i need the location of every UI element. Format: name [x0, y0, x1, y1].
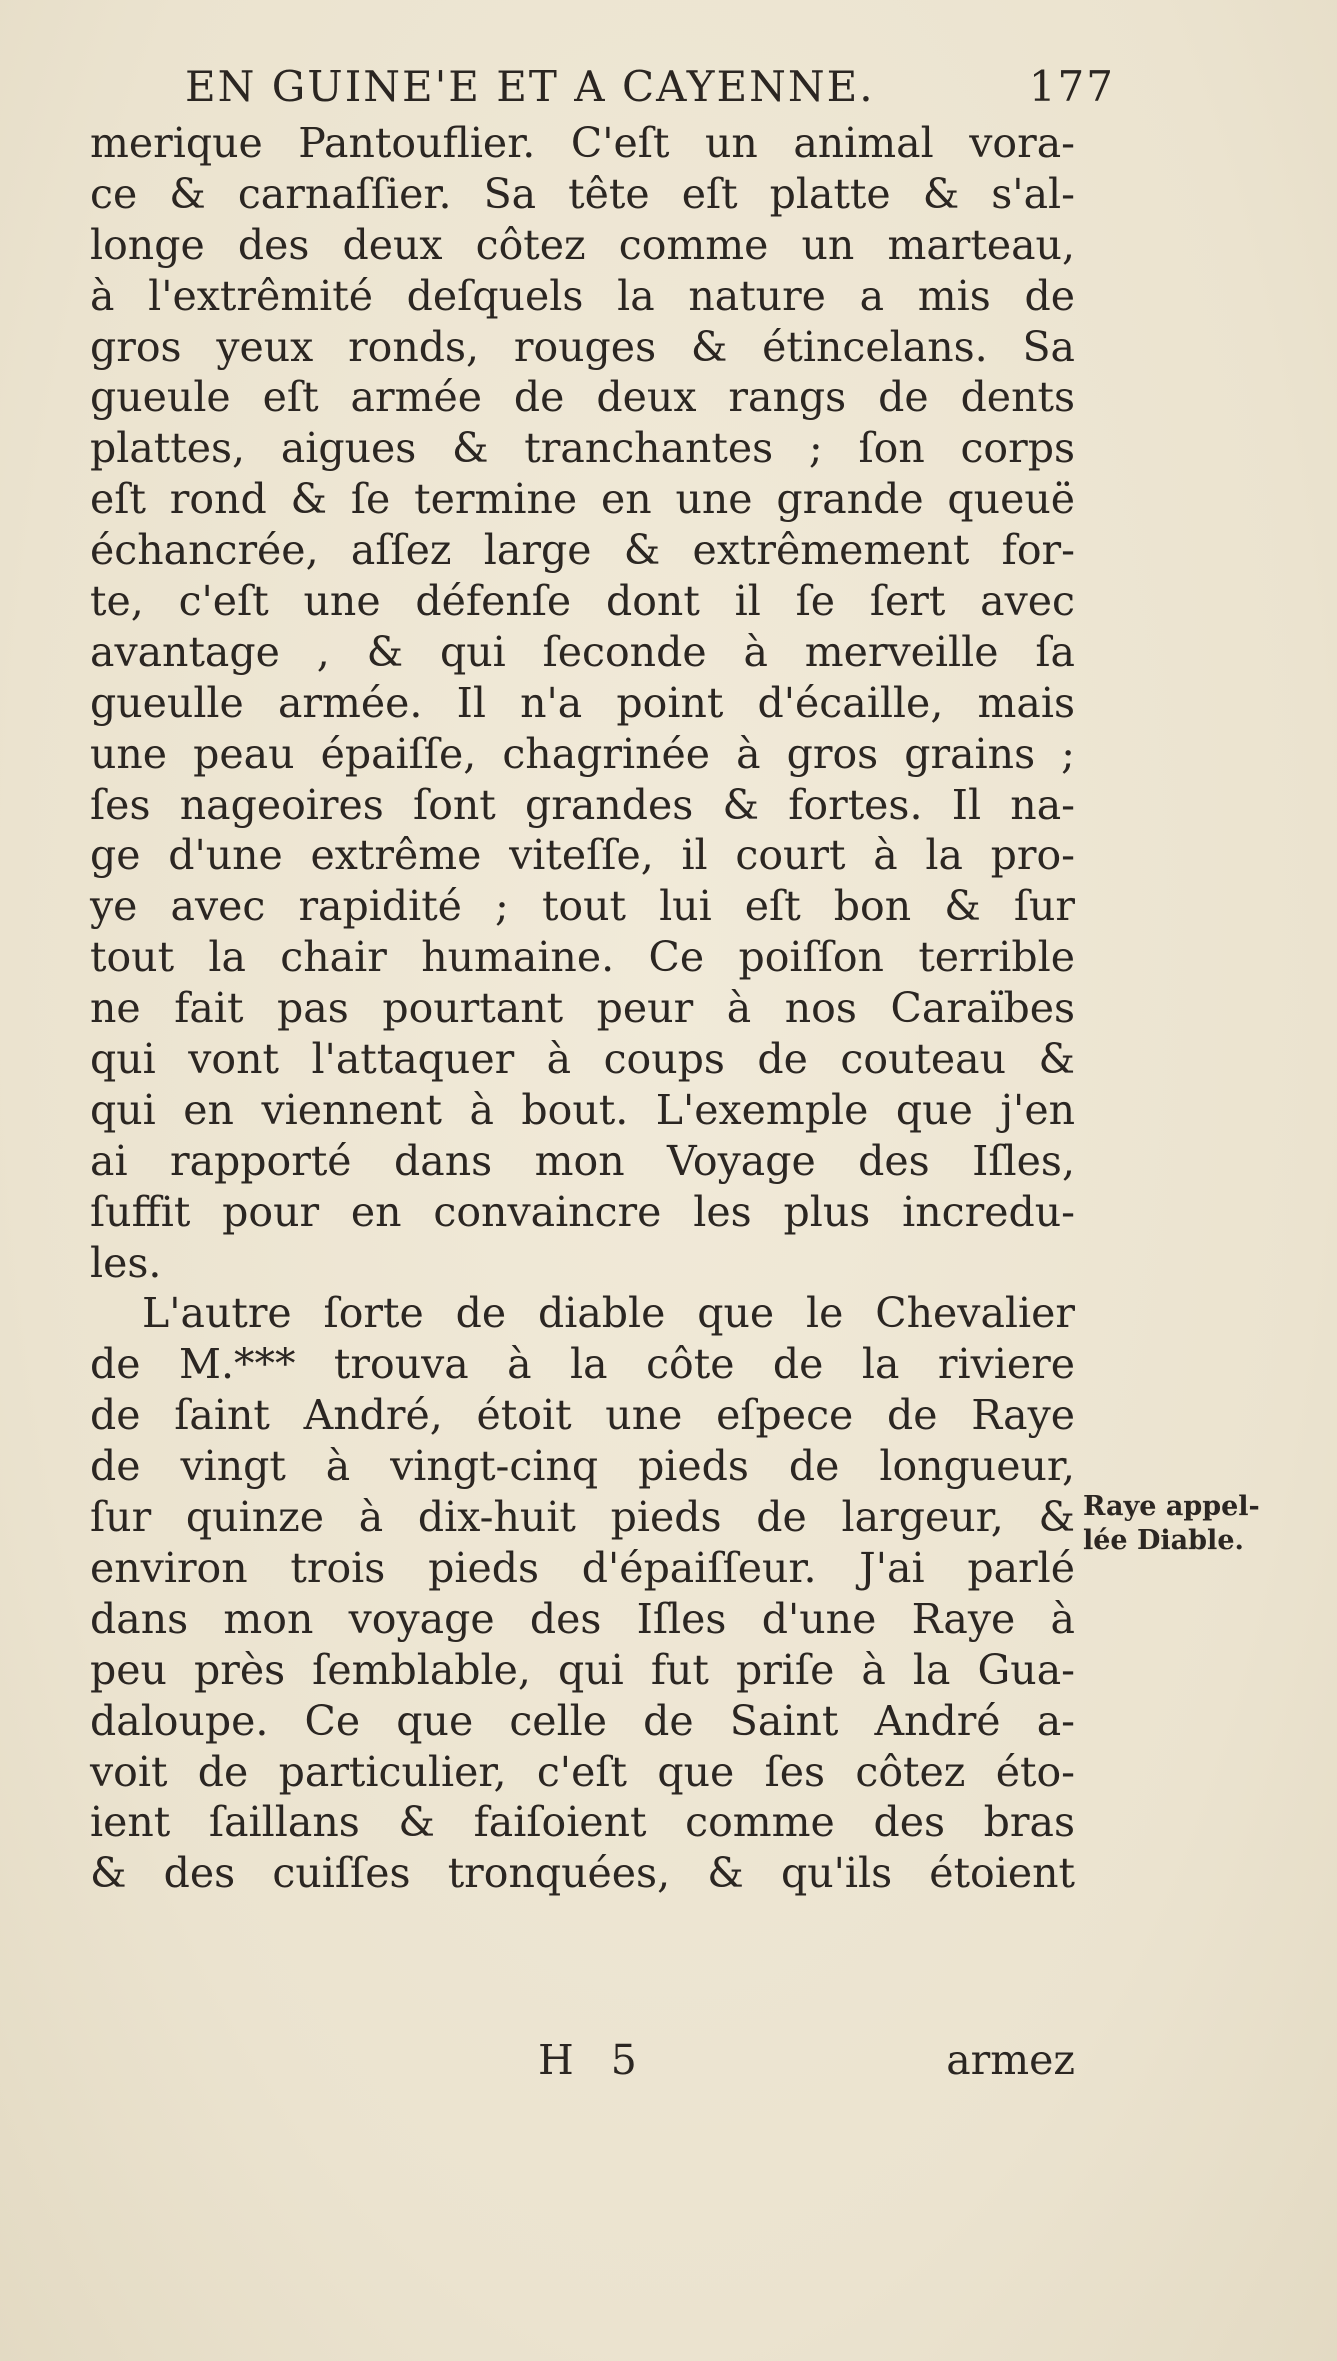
- text-line: de vingt à vingt-cinq pieds de longueur,: [90, 1442, 1075, 1491]
- text-line: de ſaint André, étoit une eſpece de Raye: [90, 1391, 1075, 1440]
- text-line: ce & carnaſſier. Sa tête eſt platte & s'al-: [90, 169, 1075, 218]
- text-line: ai rapporté dans mon Voyage des Iſles,: [90, 1136, 1075, 1185]
- text-line: ſes nageoires ſont grandes & fortes. Il na-: [90, 780, 1075, 829]
- text-line: échancrée, aſſez large & extrêmement for-: [90, 526, 1075, 575]
- text-line: gueule eſt armée de deux rangs de dents: [90, 373, 1075, 422]
- text-line: environ trois pieds d'épaiſſeur. J'ai parlé: [90, 1543, 1075, 1592]
- marginal-note: [1083, 1490, 1323, 1558]
- text-line: & des cuiſſes tronquées, & qu'ils étoient: [90, 1849, 1075, 1898]
- text-line: peu près ſemblable, qui fut priſe à la Gua-: [90, 1645, 1075, 1694]
- text-line: avantage , & qui ſeconde à merveille ſa: [90, 627, 1075, 676]
- text-line: gros yeux ronds, rouges & étincelans. Sa: [90, 322, 1075, 371]
- running-head: EN GUINE'E ET A CAYENNE.: [185, 62, 875, 111]
- text-line: à l'extrêmité deſquels la nature a mis de: [90, 271, 1075, 320]
- text-line: te, c'eſt une défenſe dont il ſe ſert avec: [90, 577, 1075, 626]
- page-footer: [90, 2036, 1075, 2092]
- text-line: merique Pantouflier. C'eſt un animal vora-: [90, 119, 1075, 167]
- marginal-note-line: Raye appel-: [1083, 1491, 1260, 1522]
- text-line: ge d'une extrême viteſſe, il court à la pro-: [90, 831, 1075, 880]
- text-line: ye avec rapidité ; tout lui eſt bon & ſur: [90, 882, 1075, 931]
- marginal-note-line: lée Diable.: [1083, 1525, 1244, 1556]
- text-line: daloupe. Ce que celle de Saint André a-: [90, 1696, 1075, 1745]
- text-line: eſt rond & ſe termine en une grande queuë: [90, 475, 1075, 524]
- text-line: dans mon voyage des Iſles d'une Raye à: [90, 1594, 1075, 1643]
- text-line: voit de particulier, c'eſt que ſes côtez éto-: [90, 1747, 1075, 1796]
- text-line: qui vont l'attaquer à coups de couteau &: [90, 1035, 1075, 1084]
- text-line: les.: [90, 1238, 162, 1287]
- text-line: ſur quinze à dix-huit pieds de largeur, &: [90, 1493, 1075, 1542]
- text-line: tout la chair humaine. Ce poiſſon terrible: [90, 933, 1075, 982]
- text-line: ient ſaillans & faiſoient comme des bras: [90, 1798, 1075, 1847]
- text-line: ne fait pas pourtant peur à nos Caraïbes: [90, 984, 1075, 1033]
- body-text: [90, 118, 1075, 1899]
- page-header: [185, 52, 1115, 122]
- text-line: de M.*** trouva à la côte de la riviere: [90, 1340, 1075, 1389]
- catchword: armez: [946, 2036, 1075, 2084]
- text-line: qui en viennent à bout. L'exemple que j'en: [90, 1085, 1075, 1134]
- page-number: 177: [1028, 62, 1115, 111]
- text-line: plattes, aigues & tranchantes ; ſon corps: [90, 424, 1075, 473]
- text-line: gueulle armée. Il n'a point d'écaille, mais: [90, 678, 1075, 727]
- text-line: ſuffit pour en convaincre les plus incredu-: [90, 1187, 1075, 1236]
- signature-mark: H 5: [538, 2036, 649, 2084]
- text-line: longe des deux côtez comme un marteau,: [90, 220, 1075, 269]
- text-line: L'autre ſorte de diable que le Chevalier: [142, 1289, 1075, 1338]
- text-line: une peau épaiſſe, chagrinée à gros grains ;: [90, 729, 1075, 778]
